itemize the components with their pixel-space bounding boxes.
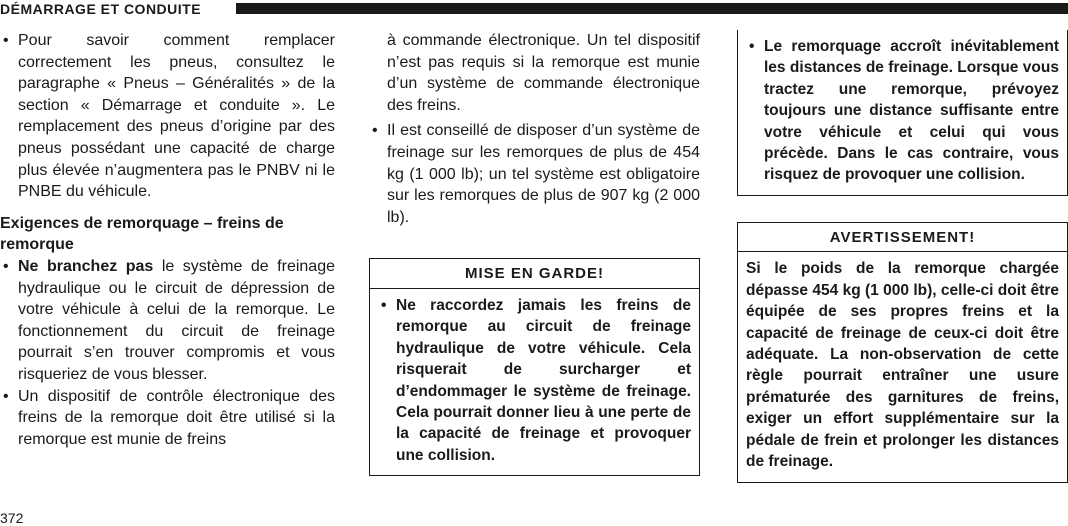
page-number: 372	[0, 510, 24, 526]
bullet-electronic-controller: • Un dispositif de contrôle électronique des freins de la remorque doit être utilisé si la remorque est munie de freins	[0, 386, 335, 451]
box-body	[738, 30, 1067, 195]
bullet-list	[0, 30, 335, 203]
braking-distance-text: • Le remorquage accroît inévitablement les distances de freinage. Lorsque vous tractez une remorque, prévoyez toujours une distance suffisante entre votre véhicule et celui qui vous précède. Dans le cas contraire, vous risquez de provoquer une collision.	[746, 36, 1059, 186]
bullet-list	[378, 295, 691, 466]
bullet-brake-weight: • Il est conseillé de disposer d’un système de freinage sur les remorques de plus de 454 kg (1 000 lb); un tel système est obligatoire sur les remorques de plus de 907 kg (2 000 lb).	[369, 120, 700, 228]
subheading-trailer-brakes: Exigences de remorquage – freins de remorque	[0, 214, 284, 254]
continued-box	[737, 30, 1068, 196]
bullet-list	[746, 36, 1059, 186]
paragraph-continuation: à commande électronique. Un tel dispositif n’est pas requis si la remorque est munie d’un système de commande électronique des freins.	[387, 32, 700, 114]
column-left	[0, 30, 335, 450]
bullet-list	[0, 256, 335, 450]
bullet-tire-replacement: • Pour savoir comment remplacer correctement les pneus, consultez le paragraphe « Pneus – Généralités » de la section « Démarrage et conduite ». Le remplacement des pneus d’origine par des pneus possédant une capacité de charge plus élevée n’augmentera pas le PNBV ni le PNBE du véhicule.	[0, 30, 335, 203]
bullet-list	[369, 120, 700, 228]
warning-box	[369, 258, 700, 476]
section-title: DÉMARRAGE ET CONDUITE	[0, 0, 209, 20]
header-rule	[236, 3, 1068, 14]
bold-lead: Ne branchez pas	[18, 257, 154, 275]
warning-body	[370, 289, 699, 475]
warning-title: MISE EN GARDE!	[370, 259, 699, 289]
caution-box	[737, 222, 1068, 483]
column-middle	[369, 30, 700, 476]
page-header	[0, 0, 1068, 20]
caution-title: AVERTISSEMENT!	[738, 223, 1067, 253]
column-right	[737, 30, 1068, 483]
bullet-text: le système de freinage hydraulique ou le circuit de dépression de votre véhicule à celui de la remorque. Le fonctionnement du circuit de freinage pourrait s’en trouver compromis et vous risqueriez de vous blesser.	[18, 257, 335, 383]
caution-body: Si le poids de la remorque chargée dépasse 454 kg (1 000 lb), celle-ci doit être équipée de ses propres freins et la capacité de freinage de ceux-ci doit être adéquate. La non-observation de cette règle pourrait entraîner une usure prématurée des garnitures de freins, exiger un effort supplémentaire sur la pédale de frein et prolonger les distances de freinage.	[746, 260, 1059, 471]
warning-text: • Ne raccordez jamais les freins de remorque au circuit de freinage hydraulique de votre véhicule. Cela risquerait de surcharger et d’endommager le système de freinage. Cela pourrait donner lieu à une perte de la capacité de freinage et provoquer une collision.	[378, 295, 691, 466]
bullet-do-not-connect	[0, 256, 335, 386]
